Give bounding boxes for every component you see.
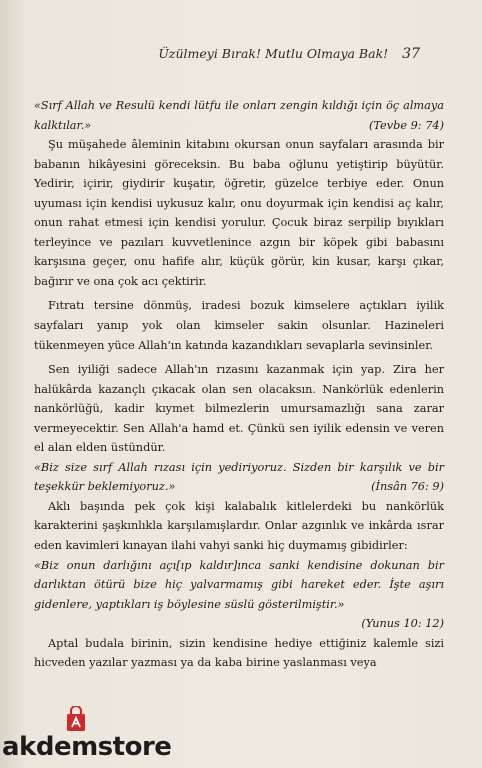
header-title: Üzülmeyi Bırak! Mutlu Olmaya Bak!: [158, 46, 389, 61]
store-watermark-text: akdemstore: [2, 732, 172, 762]
verse-quote-2-text: «Biz size sırf Allah rızası için yediriyoruz. Sizden bir karşılık ve bir teşekkür beklemiyoruz.»: [34, 460, 444, 494]
verse-quote-2-reference: (İnsân 76: 9): [371, 480, 444, 494]
verse-quote-2: [34, 458, 444, 497]
verse-quote-3: «Biz onun darlığını açı[ıp kaldır]ınca sanki kendisine dokunan bir darlıktan ötürü bize hiç yalvarmamış gibi hareket eder. İşte aşırı gidenlere, yaptıkları iş böylesine süslü gösterilmiştir.»: [34, 558, 444, 611]
verse-quote-1-text: «Sırf Allah ve Resulü kendi lütfu ile onları zengin kıldığı için öç almaya kalktılar.»: [34, 99, 444, 132]
verse-quote-1: [34, 96, 444, 135]
page-body: [34, 96, 444, 673]
paragraph-2: Fıtratı tersine dönmüş, iradesi bozuk kimselere açtıkları iyilik sayfaları yanıp yok olan kimseler sakin olsunlar. Hazineleri tükenmeyen yüce Allah'ın katında kazandıkları sevaplarla sevinsinler.: [34, 299, 444, 352]
paragraph-1: Şu müşahede âleminin kitabını okursan onun sayfaları arasında bir babanın hikâyesini göreceksin. Bu baba oğlunu yetiştirip büyütür. Yedirir, içirir, giydirir kuşatır, öğretir, güzelce terbiye eder. Onun uyuması için kendisi uykusuz kalır, onu doyurmak için kendisi aç kalır, onun rahat etmesi için kendisi yorulur. Çocuk biraz serpilip bıyıkları terleyince ve pazıları kuvvetlenince azgın bir köpek gibi babasını karşısına geçer, onu hafife alır, küçük görür, kin kusar, karşı çıkar, bağırır ve ona çok acı çektirir.: [34, 138, 444, 288]
paragraph-4: Aklı başında pek çok kişi kalabalık kitlelerdeki bu nankörlük karakterini şaşkınlıkla karşılamışlardır. Onlar azgınlık ve inkârda ısrar eden kavimleri kınayan ilahi vahyi sanki hiç duymamış gibidirler:: [34, 499, 444, 553]
store-watermark: [2, 706, 172, 764]
book-bag-icon: [66, 706, 86, 732]
page-number: 37: [402, 46, 420, 62]
verse-quote-3-reference: (Yunus 10: 12): [361, 617, 444, 631]
verse-quote-1-reference: (Tevbe 9: 74): [368, 118, 444, 132]
paragraph-5: Aptal budala birinin, sizin kendisine hediye ettiğiniz kalemle sizi hicveden yazılar yazması ya da kaba birine yaslanması veya: [34, 636, 444, 670]
paragraph-3: Sen iyiliği sadece Allah'ın rızasını kazanmak için yap. Zira her halükârda kazançlı çıkacak olan sen olacaksın. Nankörlük edenlerin nankörlüğü, kadir kıymet bilmezlerin umursamazlığı sana zarar vermeyecektir. Sen Allah'a hamd et. Çünkü sen iyilik edensin ve veren el alan elden üstündür.: [34, 363, 444, 455]
running-header: [158, 46, 420, 62]
